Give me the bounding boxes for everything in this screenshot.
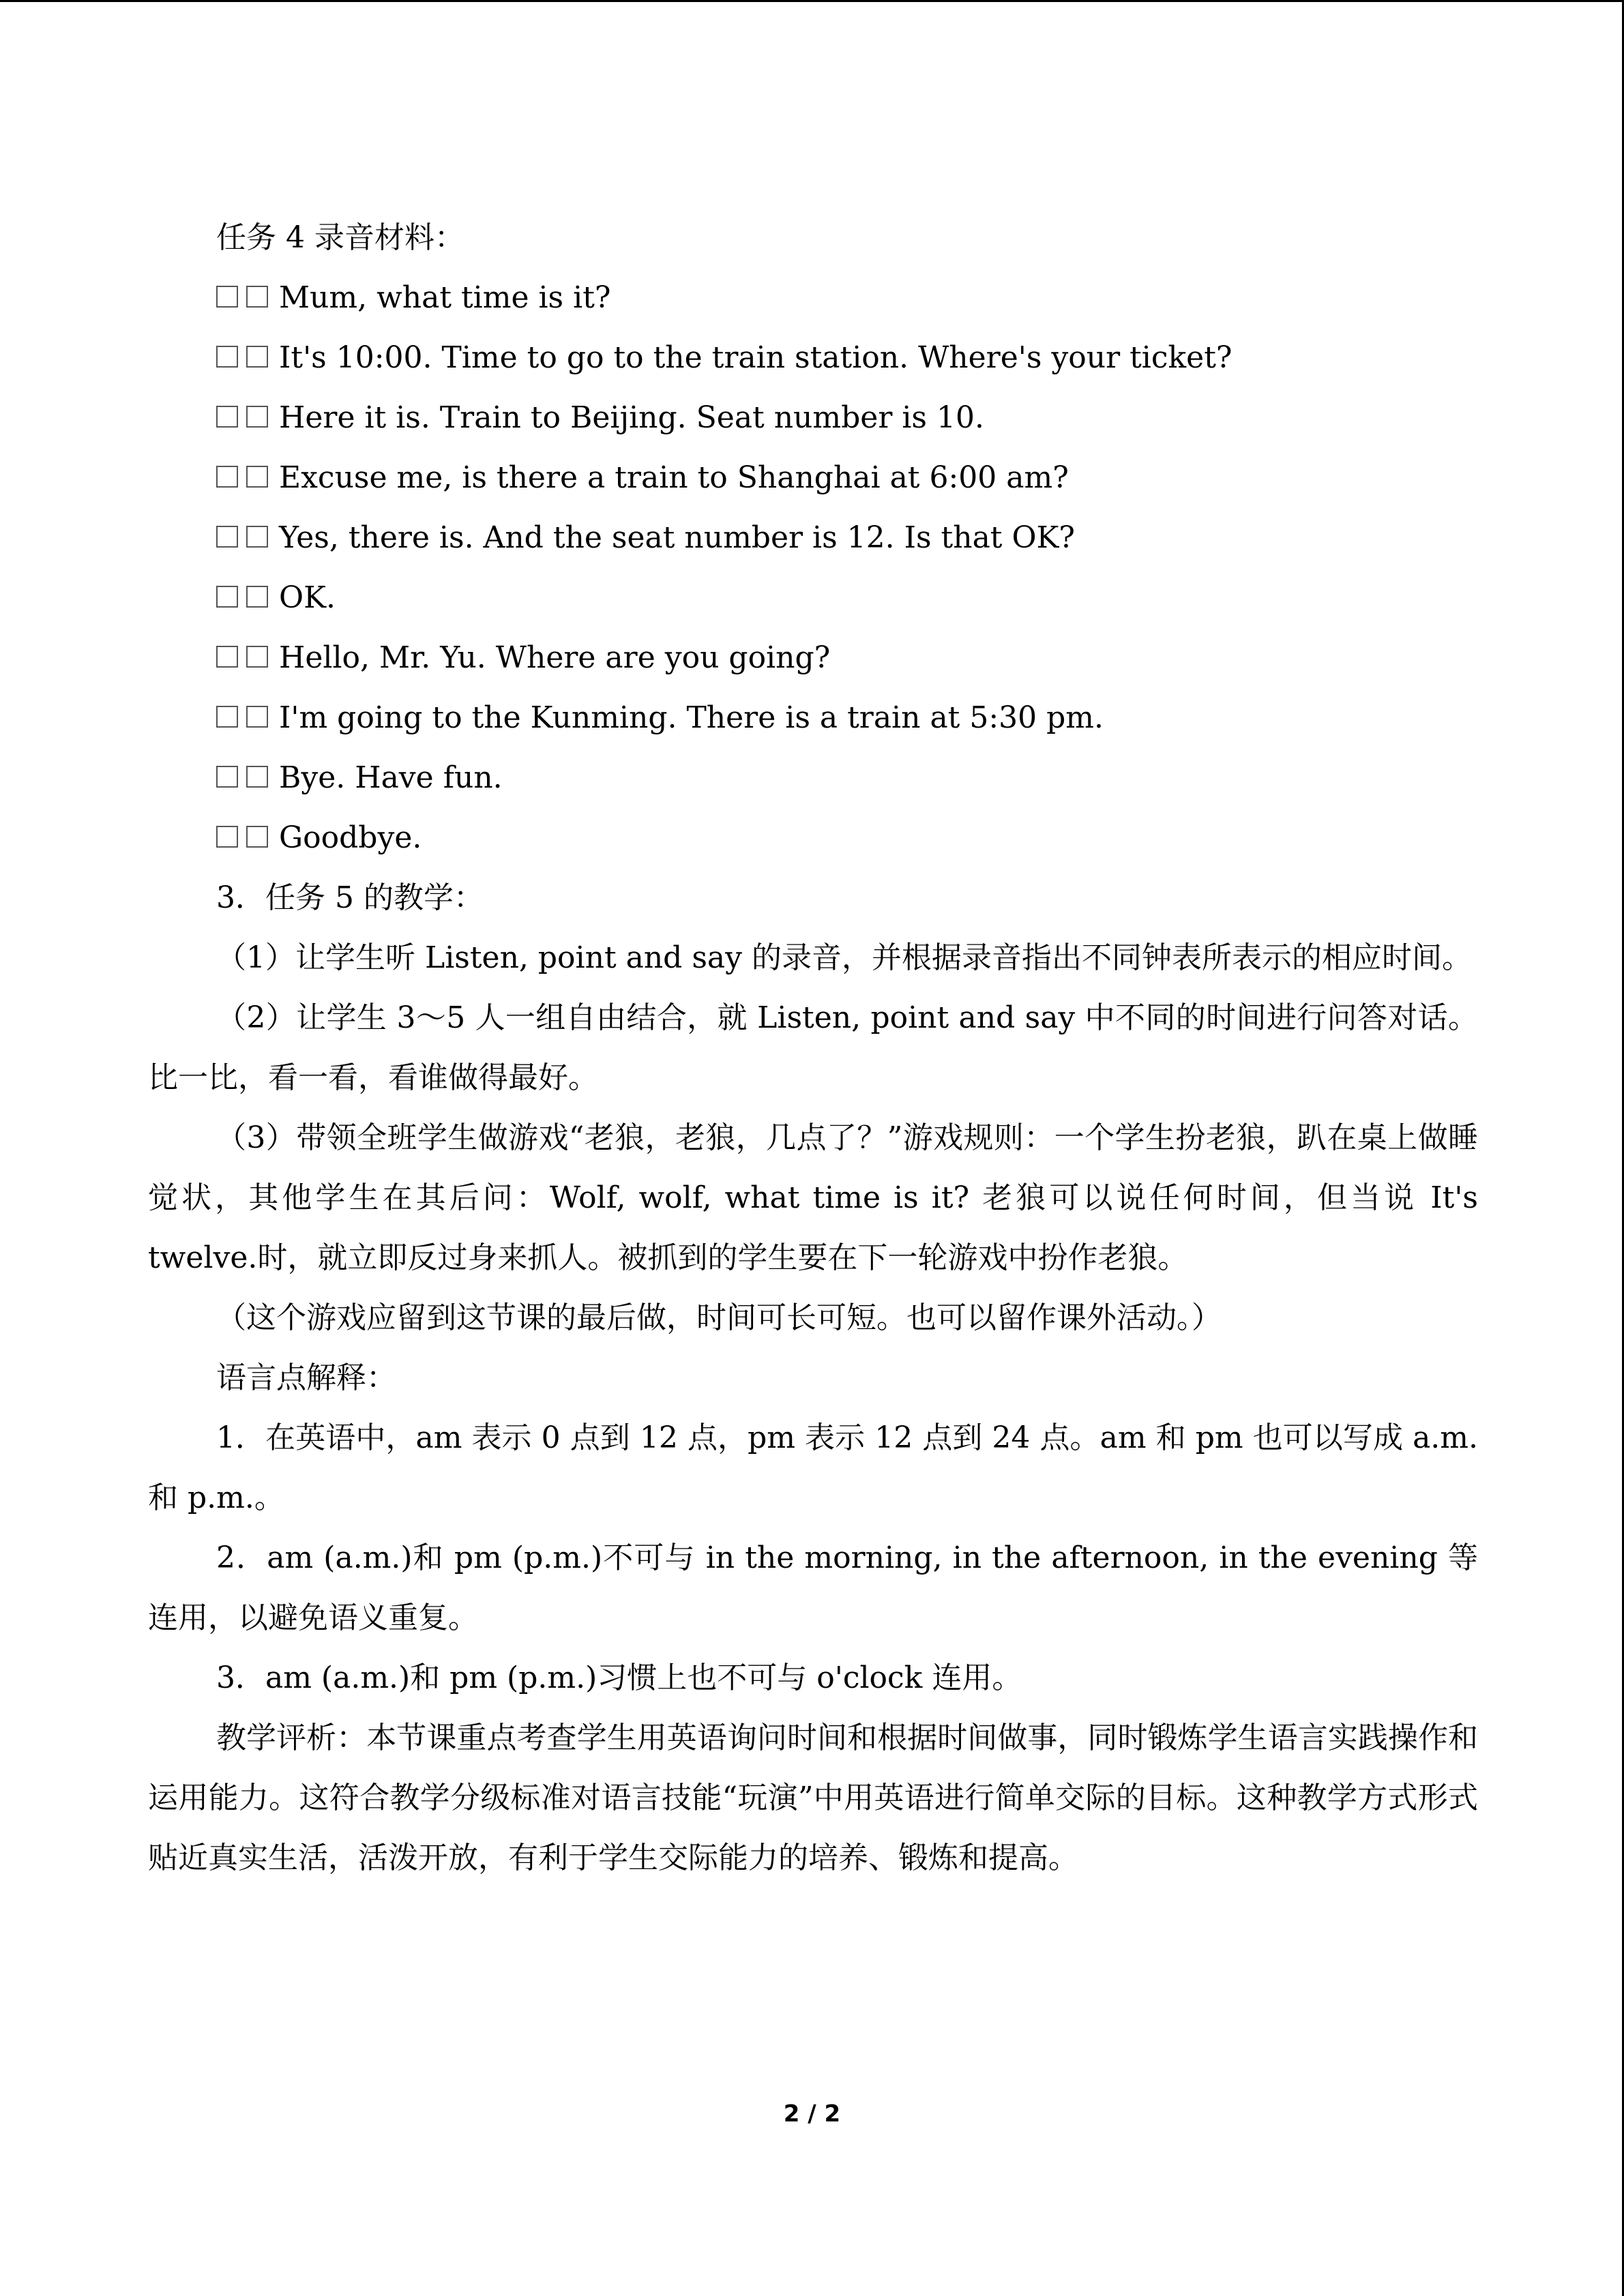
dialogue-line [148, 508, 1478, 568]
dialogue-line [148, 388, 1478, 448]
dialogue-text: Mum, what time is it? [279, 280, 611, 315]
dialogue-line [148, 448, 1478, 508]
placeholder-boxes [216, 826, 276, 848]
placeholder-boxes [216, 766, 276, 788]
placeholder-boxes [216, 346, 276, 368]
dialogue-line [148, 688, 1478, 748]
dialogue-text: Yes, there is. And the seat number is 12. Is that OK? [279, 520, 1076, 555]
placeholder-boxes [216, 406, 276, 428]
language-point-3: 3．am (a.m.)和 pm (p.m.)习惯上也不可与 o'clock 连用。 [216, 1660, 1022, 1695]
task5-step-3: （3）带领全班学生做游戏“老狼，老狼，几点了？”游戏规则：一个学生扮老狼，趴在桌上做睡觉状，其他学生在其后问：Wolf, wolf, what time is it? 老狼可以说任何时间，但当说 It's twelve.时，就立即反过身来抓人。被抓到的学生要在下一轮游戏中扮作老狼。 [148, 1120, 1478, 1275]
task5-step-1: （1）让学生听 Listen, point and say 的录音，并根据录音指出不同钟表所表示的相应时间。 [216, 940, 1472, 975]
dialogue-line [148, 808, 1478, 868]
dialogue-text: Here it is. Train to Beijing. Seat number is 10. [279, 400, 984, 435]
teaching-evaluation: 教学评析：本节课重点考查学生用英语询问时间和根据时间做事，同时锻炼学生语言实践操作和运用能力。这符合教学分级标准对语言技能“玩演”中用英语进行简单交际的目标。这种教学方式形式贴近真实生活，活泼开放，有利于学生交际能力的培养、锻炼和提高。 [148, 1720, 1478, 1875]
task5-heading: 3．任务 5 的教学： [216, 880, 484, 915]
language-points-heading: 语言点解释： [216, 1360, 396, 1395]
dialogue-text: Bye. Have fun. [279, 760, 503, 795]
task5-note: （这个游戏应留到这节课的最后做，时间可长可短。也可以留作课外活动。） [216, 1300, 1222, 1335]
language-point-2: 2．am (a.m.)和 pm (p.m.)不可与 in the morning, in the afternoon, in the evening 等连用，以避免语义重复。 [148, 1540, 1478, 1635]
placeholder-boxes [216, 586, 276, 608]
dialogue-line [148, 568, 1478, 628]
document-body [148, 208, 1478, 1888]
dialogue-line [148, 628, 1478, 688]
dialogue-list [148, 268, 1478, 868]
language-point-1: 1．在英语中，am 表示 0 点到 12 点，pm 表示 12 点到 24 点。am 和 pm 也可以写成 a.m. 和 p.m.。 [148, 1420, 1478, 1515]
dialogue-line [148, 748, 1478, 808]
dialogue-text: Goodbye. [279, 820, 422, 855]
placeholder-boxes [216, 466, 276, 488]
dialogue-text: Excuse me, is there a train to Shanghai at 6:00 am? [279, 460, 1069, 495]
task4-heading: 任务 4 录音材料： [216, 220, 464, 255]
page-number: 2 / 2 [783, 2100, 841, 2128]
dialogue-text: I'm going to the Kunming. There is a train at 5:30 pm. [279, 700, 1104, 735]
placeholder-boxes [216, 526, 276, 548]
placeholder-boxes [216, 706, 276, 728]
placeholder-boxes [216, 646, 276, 668]
dialogue-line [148, 268, 1478, 328]
task5-step-2: （2）让学生 3～5 人一组自由结合，就 Listen, point and say 中不同的时间进行问答对话。比一比，看一看，看谁做得最好。 [148, 1000, 1478, 1095]
dialogue-text: OK. [279, 580, 336, 615]
dialogue-text: Hello, Mr. Yu. Where are you going? [279, 640, 831, 675]
placeholder-boxes [216, 286, 276, 308]
dialogue-text: It's 10:00. Time to go to the train station. Where's your ticket? [279, 340, 1232, 375]
dialogue-line [148, 328, 1478, 388]
